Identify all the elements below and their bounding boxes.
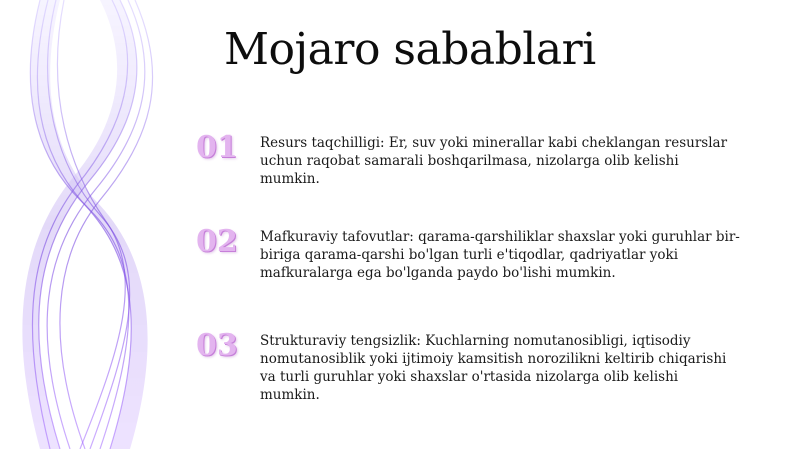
item-number: 01 — [196, 130, 238, 165]
page-title: Mojaro sabablari — [224, 24, 596, 75]
item-text: Strukturaviy tengsizlik: Kuchlarning nomutanosibligi, iqtisodiy nomutanosiblik yoki ijtimoiy kamsitish norozilikni keltirib chiqarishi va turli guruhlar yoki shaxslar o'rtasida nizolarga olib kelishi mumkin. — [260, 333, 727, 403]
item-text: Resurs taqchilligi: Er, suv yoki minerallar kabi cheklangan resurslar uchun raqobat samarali boshqarilmasa, nizolarga olib kelishi mumkin. — [260, 135, 728, 187]
item-number: 03 — [196, 328, 238, 363]
item-text: Mafkuraviy tafovutlar: qarama-qarshiliklar shaxslar yoki guruhlar bir-biriga qarama-qarshi bo'lgan turli e'tiqodlar, qadriyatlar yoki mafkuralarga ega bo'lganda paydo bo'lishi mumkin. — [260, 229, 740, 281]
decorative-ribbon — [0, 0, 200, 449]
item-number: 02 — [196, 224, 238, 259]
